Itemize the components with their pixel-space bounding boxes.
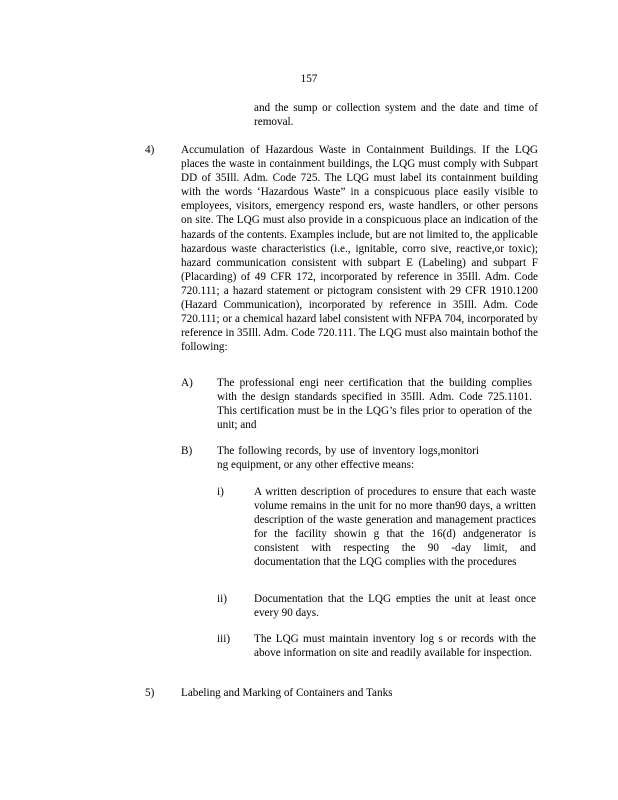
item-a-number: A): [181, 377, 193, 389]
item-i-paragraph: A written description of procedures to ensure that each waste volume remains in the unit for no more than90 days, a written description of the waste generation and management practices for the facility showin g that the 16(d) andgenerator is consistent with respecting the 90 -day limit, and documentation that the LQG complies with the procedures: [254, 486, 536, 569]
item-5-heading: Labeling and Marking of Containers and Tanks: [181, 687, 393, 699]
item-4-paragraph: Accumulation of Hazardous Waste in Containment Buildings. If the LQG places the waste in containment buildings, the LQG must comply with Subpart DD of 35Ill. Adm. Code 725. The LQG must label its containment building with the words ‘Hazardous Waste” in a conspicuous place easily visible to employees, visitors, emergency respond ers, waste handlers, or other persons on site. The LQG must also provide in a conspicuous place an indication of the hazards of the contents. Examples include, but are not limited to, the applicable hazardous waste characteristics (i.e., ignitable, corro sive, reactive,or toxic); hazard communication consistent with subpart E (Labeling) and subpart F (Placarding) of 49 CFR 172, incorporated by reference in 35Ill. Adm. Code 720.111; a hazard statement or pictogram consistent with 29 CFR 1910.1200 (Hazard Communication), incorporated by reference in 35Ill. Adm. Code 720.111; or a chemical hazard label consistent with NFPA 704, incorporated by reference in 35Ill. Adm. Code 720.111. The LQG must also maintain bothof the following:: [181, 144, 538, 354]
item-b-number: B): [181, 445, 193, 457]
item-iii-paragraph: The LQG must maintain inventory log s or records with the above information on site and readily available for inspection.: [254, 633, 536, 660]
continuation-paragraph: and the sump or collection system and the date and time of removal.: [254, 102, 538, 129]
page-number: 157: [300, 73, 318, 85]
item-b-paragraph: The following records, by use of inventory logs,monitori ng equipment, or any other effective means:: [217, 445, 479, 472]
item-i-number: i): [217, 486, 224, 498]
item-ii-number: ii): [217, 593, 227, 605]
item-iii-number: iii): [217, 633, 231, 645]
item-a-paragraph: The professional engi neer certification that the building complies with the design standards specified in 35Ill. Adm. Code 725.1101. This certification must be in the LQG’s files prior to operation of the unit; and: [217, 377, 532, 432]
item-ii-paragraph: Documentation that the LQG empties the unit at least once every 90 days.: [254, 593, 536, 620]
item-5-number: 5): [145, 687, 155, 699]
item-4-number: 4): [145, 144, 155, 156]
